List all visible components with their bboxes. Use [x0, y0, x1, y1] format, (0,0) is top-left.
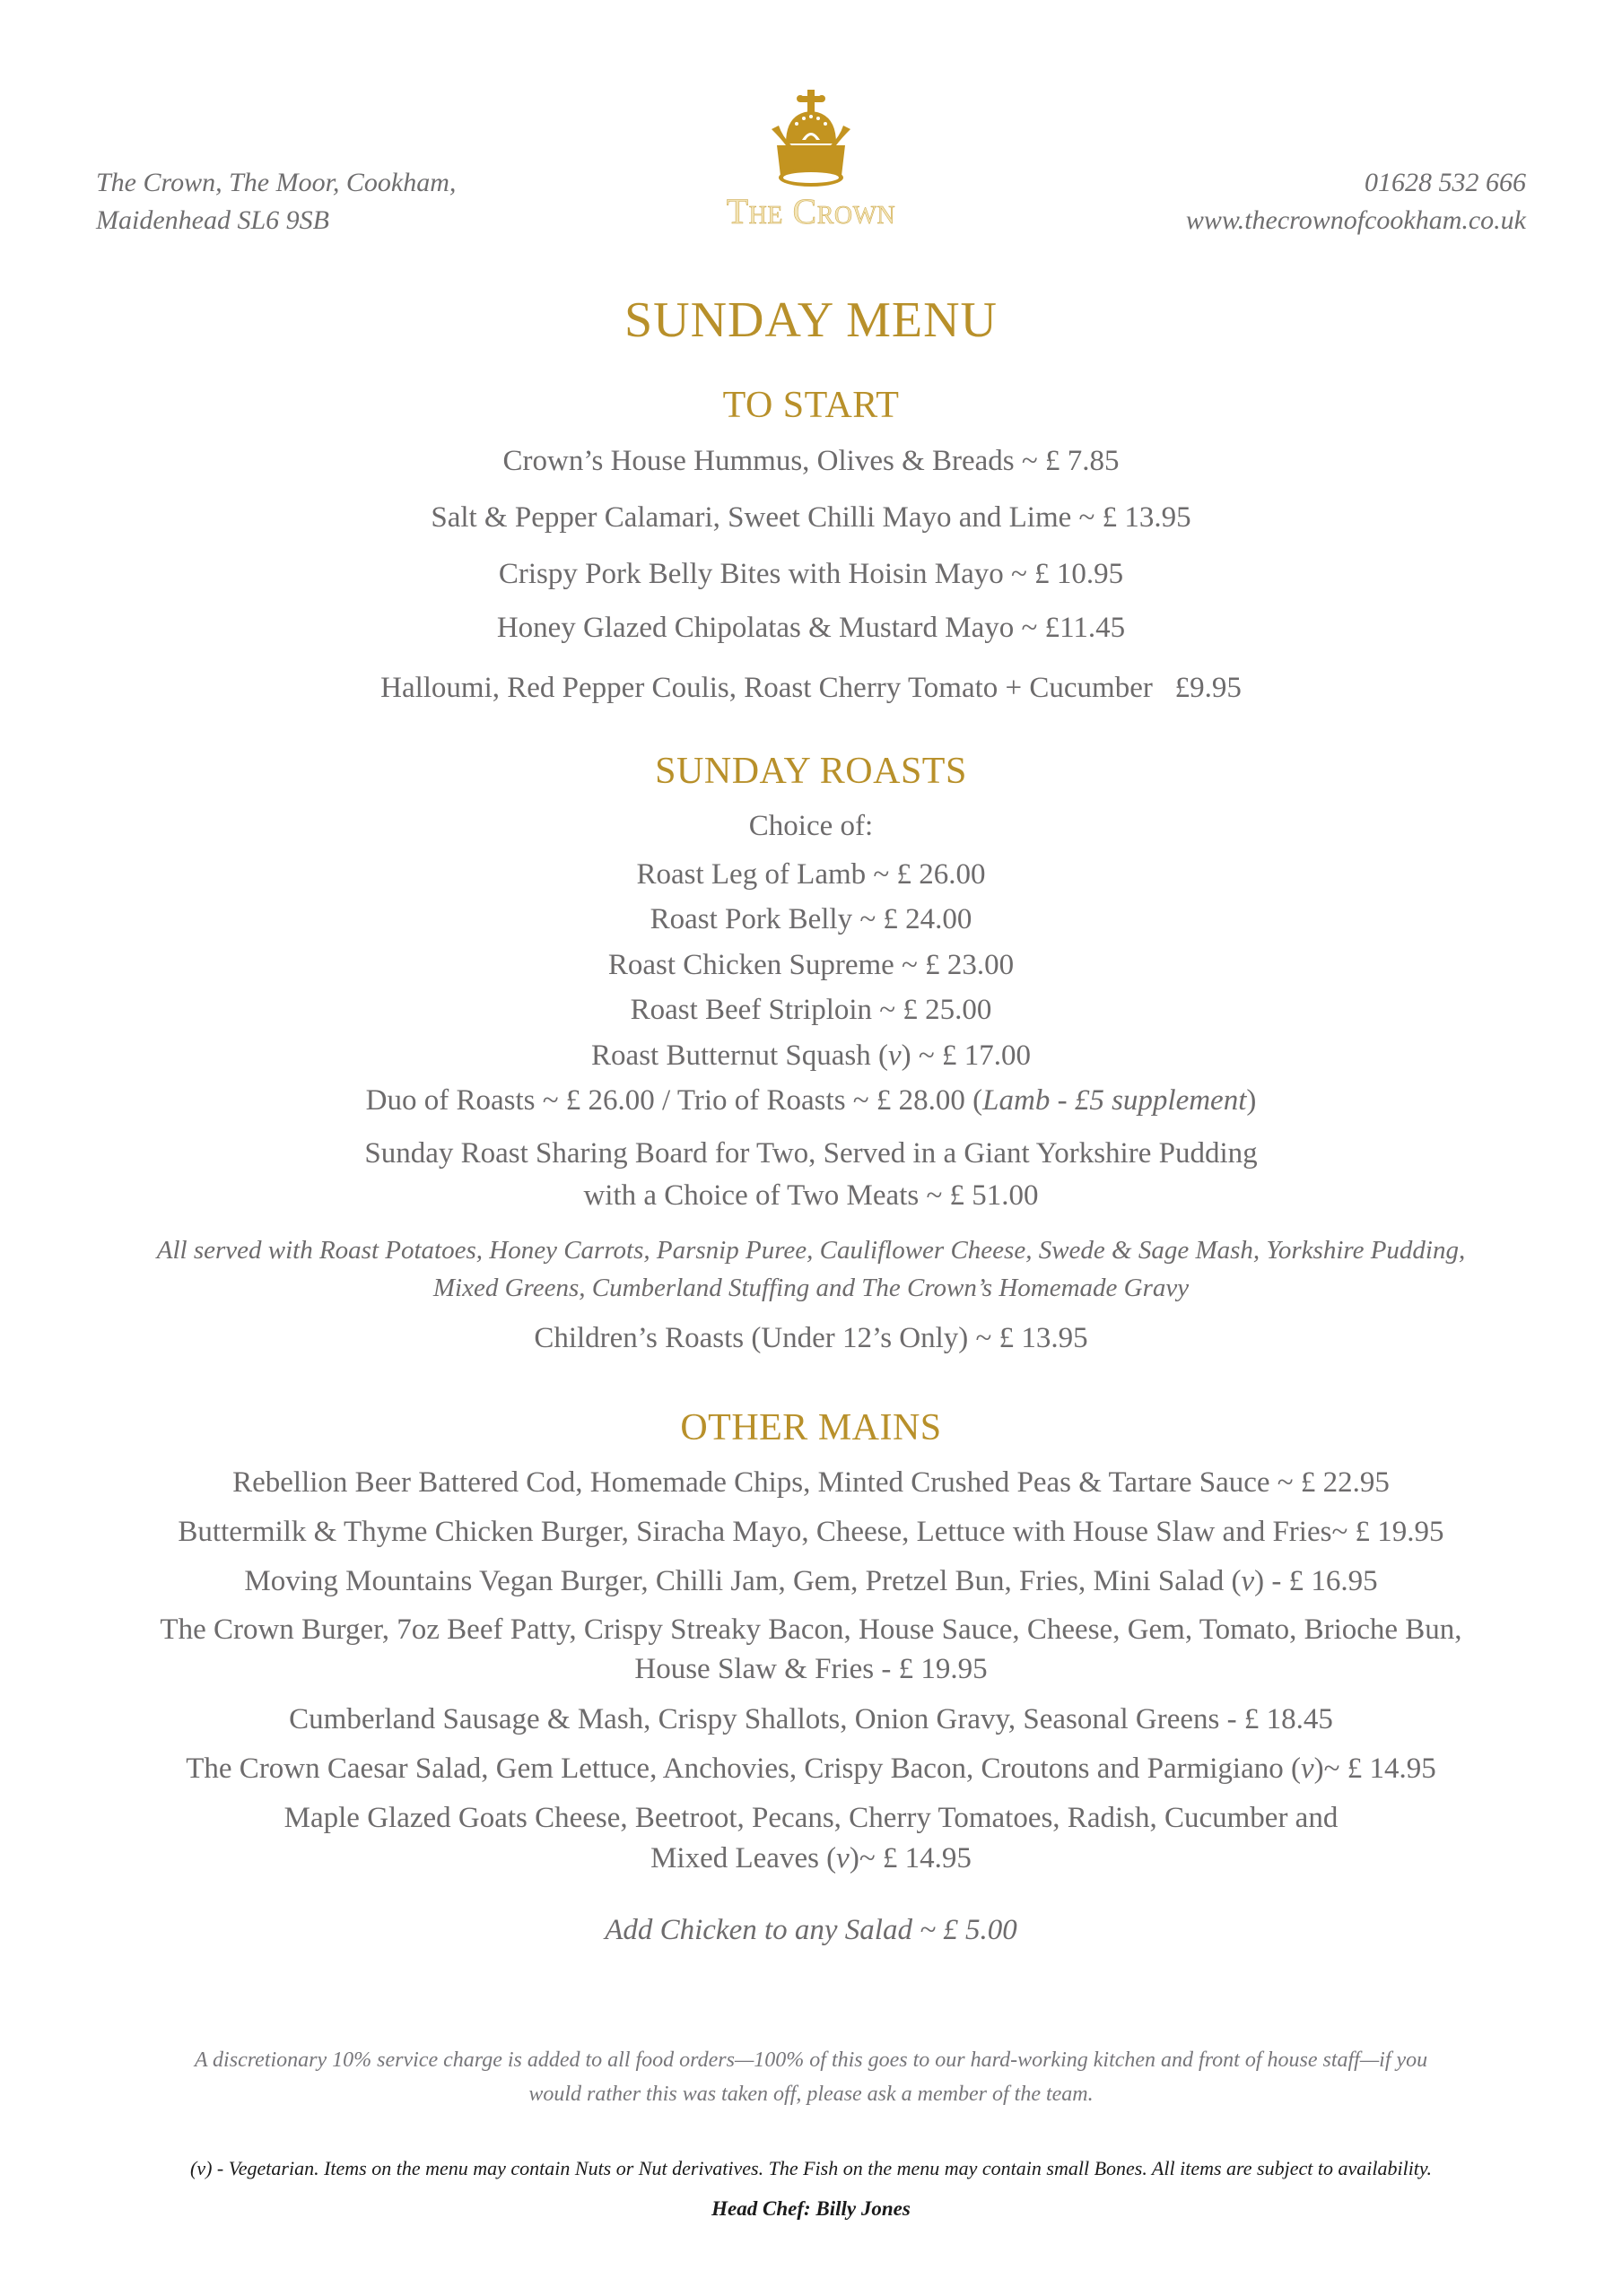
address-line-1: The Crown, The Moor, Cookham, [96, 168, 457, 197]
item-text: Moving Mountains Vegan Burger, Chilli Jam, Gem, Pretzel Bun, Fries, Mini Salad ( [244, 1565, 1242, 1597]
item-price: )~ £ 14.95 [849, 1842, 972, 1874]
menu-item: Crispy Pork Belly Bites with Hoisin Mayo ~ £ 10.95 [498, 558, 1124, 590]
menu-item [0, 1038, 1622, 1074]
vegetarian-marker: v [836, 1842, 850, 1874]
menu-item: Roast Chicken Supreme ~ £ 23.00 [607, 949, 1015, 981]
served-with-note-line-1: All served with Roast Potatoes, Honey Carrots, Parsnip Puree, Cauliflower Cheese, Swede & Sage Mash, Yorkshire Pudding, [156, 1236, 1466, 1265]
service-charge-line-2: would rather this was taken off, please ask a member of the team. [528, 2083, 1094, 2106]
page-title: SUNDAY MENU [624, 292, 998, 348]
sharing-board-line-2: with a Choice of Two Meats ~ £ 51.00 [583, 1179, 1039, 1212]
menu-item: Roast Pork Belly ~ £ 24.00 [650, 903, 972, 935]
address-block [96, 164, 456, 239]
menu-item-line-2 [0, 1840, 1622, 1876]
menu-item: Roast Beef Striploin ~ £ 25.00 [630, 994, 992, 1026]
vegetarian-marker: v [887, 1039, 902, 1072]
item-text-end: ) [1246, 1084, 1257, 1117]
menu-item: Rebellion Beer Battered Cod, Homemade Chips, Minted Crushed Peas & Tartare Sauce ~ £ 22.95 [232, 1466, 1390, 1499]
section-heading-mains: OTHER MAINS [680, 1407, 942, 1448]
menu-item: Honey Glazed Chipolatas & Mustard Mayo ~ £11.45 [496, 612, 1126, 644]
crown-logo [676, 90, 946, 231]
roasts-intro: Choice of: [748, 810, 874, 842]
childrens-roast: Children’s Roasts (Under 12’s Only) ~ £ 13.95 [534, 1322, 1088, 1354]
section-heading-starters: TO START [722, 385, 900, 426]
vegetarian-marker: v [1241, 1565, 1255, 1597]
menu-item: Buttermilk & Thyme Chicken Burger, Siracha Mayo, Cheese, Lettuce with House Slaw and Fries~ £ 19.95 [178, 1516, 1444, 1548]
salad-add-on: Add Chicken to any Salad ~ £ 5.00 [605, 1914, 1017, 1946]
website-link[interactable]: www.thecrownofcookham.co.uk [1185, 205, 1526, 235]
menu-item [0, 1751, 1622, 1787]
menu-item-line-1: Maple Glazed Goats Cheese, Beetroot, Pecans, Cherry Tomatoes, Radish, Cucumber and [283, 1802, 1339, 1834]
menu-item-line-1: The Crown Burger, 7oz Beef Patty, Crispy Streaky Bacon, House Sauce, Cheese, Gem, Tomato, Brioche Bun, [160, 1613, 1462, 1646]
menu-item: Cumberland Sausage & Mash, Crispy Shallots, Onion Gravy, Seasonal Greens - £ 18.45 [289, 1703, 1333, 1735]
vegetarian-marker: v [1301, 1752, 1314, 1785]
logo-wordmark: The Crown [726, 191, 896, 231]
menu-item [0, 1563, 1622, 1599]
item-text: Duo of Roasts ~ £ 26.00 / Trio of Roasts ~ £ 28.00 ( [365, 1084, 983, 1117]
item-text: The Crown Caesar Salad, Gem Lettuce, Anchovies, Crispy Bacon, Croutons and Parmigiano ( [186, 1752, 1301, 1785]
menu-item: Crown’s House Hummus, Olives & Breads ~ £ 7.85 [502, 445, 1120, 477]
menu-item [0, 1083, 1622, 1118]
item-text: Roast Butternut Squash ( [591, 1039, 888, 1072]
section-heading-roasts: SUNDAY ROASTS [655, 751, 967, 792]
item-price: ) ~ £ 17.00 [901, 1039, 1031, 1072]
item-price: ) - £ 16.95 [1254, 1565, 1378, 1597]
crown-icon [766, 90, 856, 190]
menu-item: Salt & Pepper Calamari, Sweet Chilli Mayo and Lime ~ £ 13.95 [431, 501, 1191, 534]
menu-item-line-2: House Slaw & Fries - £ 19.95 [634, 1653, 988, 1685]
item-text: Mixed Leaves ( [650, 1842, 837, 1874]
address-line-2: Maidenhead SL6 9SB [96, 205, 329, 235]
contact-block [1186, 164, 1526, 239]
served-with-note-line-2: Mixed Greens, Cumberland Stuffing and The Crown’s Homemade Gravy [432, 1274, 1190, 1302]
dietary-note: (v) - Vegetarian. Items on the menu may contain Nuts or Nut derivatives. The Fish on the menu may contain small Bones. All items are subject to availability. [190, 2157, 1432, 2179]
menu-item: Halloumi, Red Pepper Coulis, Roast Cherry Tomato + Cucumber £9.95 [380, 672, 1242, 704]
service-charge-line-1: A discretionary 10% service charge is added to all food orders—100% of this goes to our hard-working kitchen and front of house staff—if you [194, 2048, 1428, 2072]
menu-item: Roast Leg of Lamb ~ £ 26.00 [636, 858, 986, 891]
head-chef: Head Chef: Billy Jones [711, 2197, 911, 2220]
supplement-note: Lamb - £5 supplement [982, 1084, 1247, 1117]
sharing-board-line-1: Sunday Roast Sharing Board for Two, Served in a Giant Yorkshire Pudding [364, 1137, 1258, 1170]
phone-number[interactable]: 01628 532 666 [1365, 168, 1526, 197]
item-price: )~ £ 14.95 [1313, 1752, 1436, 1785]
